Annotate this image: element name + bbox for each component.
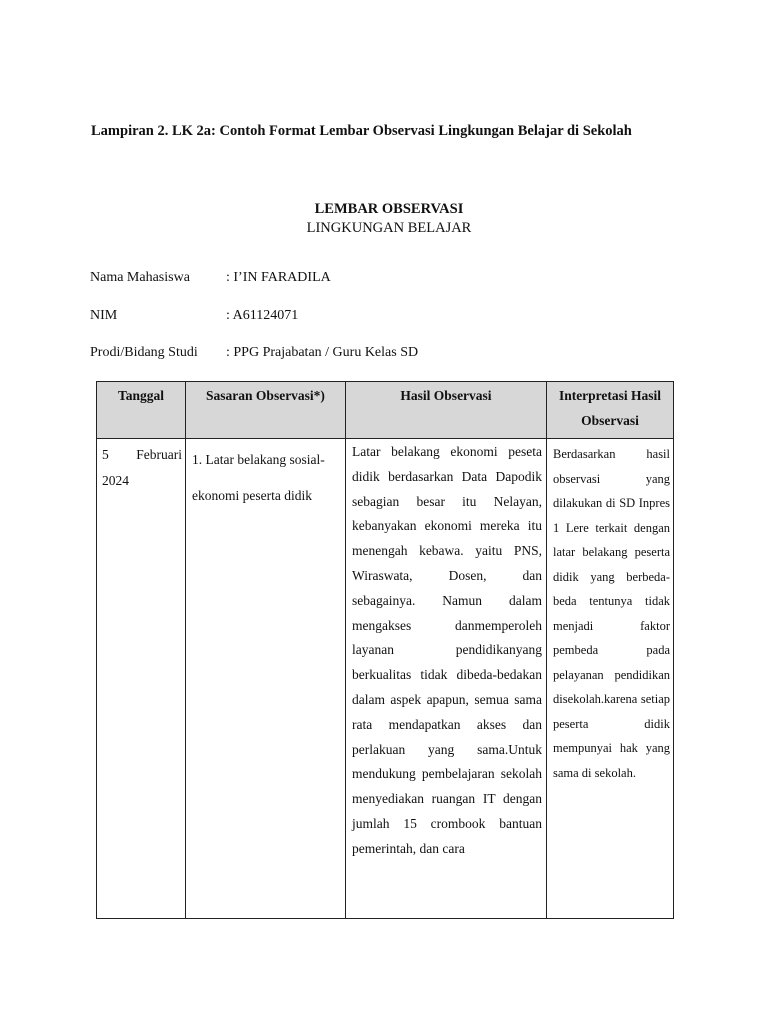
nama-value: : I’IN FARADILA xyxy=(226,270,331,285)
nim-label: NIM xyxy=(90,308,118,323)
header-interpretasi: Interpretasi Hasil Observasi xyxy=(547,382,674,439)
info-row-prodi xyxy=(90,345,418,361)
tanggal-day: 5 xyxy=(102,447,109,462)
tanggal-month: Februari xyxy=(136,447,182,462)
document-heading: Lampiran 2. LK 2a: Contoh Format Lembar Observasi Lingkungan Belajar di Sekolah xyxy=(91,123,632,139)
prodi-value: : PPG Prajabatan / Guru Kelas SD xyxy=(226,345,419,360)
document-subtitle: LINGKUNGAN BELAJAR xyxy=(306,220,472,236)
tanggal-year: 2024 xyxy=(102,473,129,488)
prodi-label: Prodi/Bidang Studi xyxy=(90,345,198,360)
table-row xyxy=(97,439,674,919)
header-tanggal: Tanggal xyxy=(97,382,186,439)
nama-label: Nama Mahasiswa xyxy=(90,270,190,285)
info-row-nim xyxy=(90,308,298,324)
cell-sasaran: 1. Latar belakang sosial-ekonomi peserta didik xyxy=(186,439,346,919)
cell-interpretasi: Berdasarkan hasil observasi yang dilakukan di SD Inpres 1 Lere terkait dengan latar belakang peserta didik yang berbeda-beda tentunya tidak menjadi faktor pembeda pada pelayanan pendidikan disekolah.karena setiap peserta didik mempunyai hak yang sama di sekolah. xyxy=(547,439,674,919)
header-hasil: Hasil Observasi xyxy=(346,382,547,439)
title-block xyxy=(0,200,768,238)
table-header-row xyxy=(97,382,674,439)
nim-value: : A61124071 xyxy=(226,308,299,323)
observation-table xyxy=(96,381,674,919)
header-sasaran: Sasaran Observasi*) xyxy=(186,382,346,439)
cell-tanggal xyxy=(97,439,186,919)
document-title: LEMBAR OBSERVASI xyxy=(314,201,464,217)
cell-hasil: Latar belakang ekonomi peseta didik berdasarkan Data Dapodik sebagian besar itu Nelayan, kebanyakan ekonomi mereka itu menengah kebawa. yaitu PNS, Wiraswata, Dosen, dan sebagainya. Namun dalam mengakses danmemperoleh layanan pendidikanyang berkualitas tidak dibeda-bedakan dalam aspek apapun, semua sama rata mendapatkan akses dan perlakuan yang sama.Untuk mendukung pembelajaran sekolah menyediakan ruangan IT dengan jumlah 15 crombook bantuan pemerintah, dan cara xyxy=(346,439,547,919)
info-row-nama xyxy=(90,270,331,286)
